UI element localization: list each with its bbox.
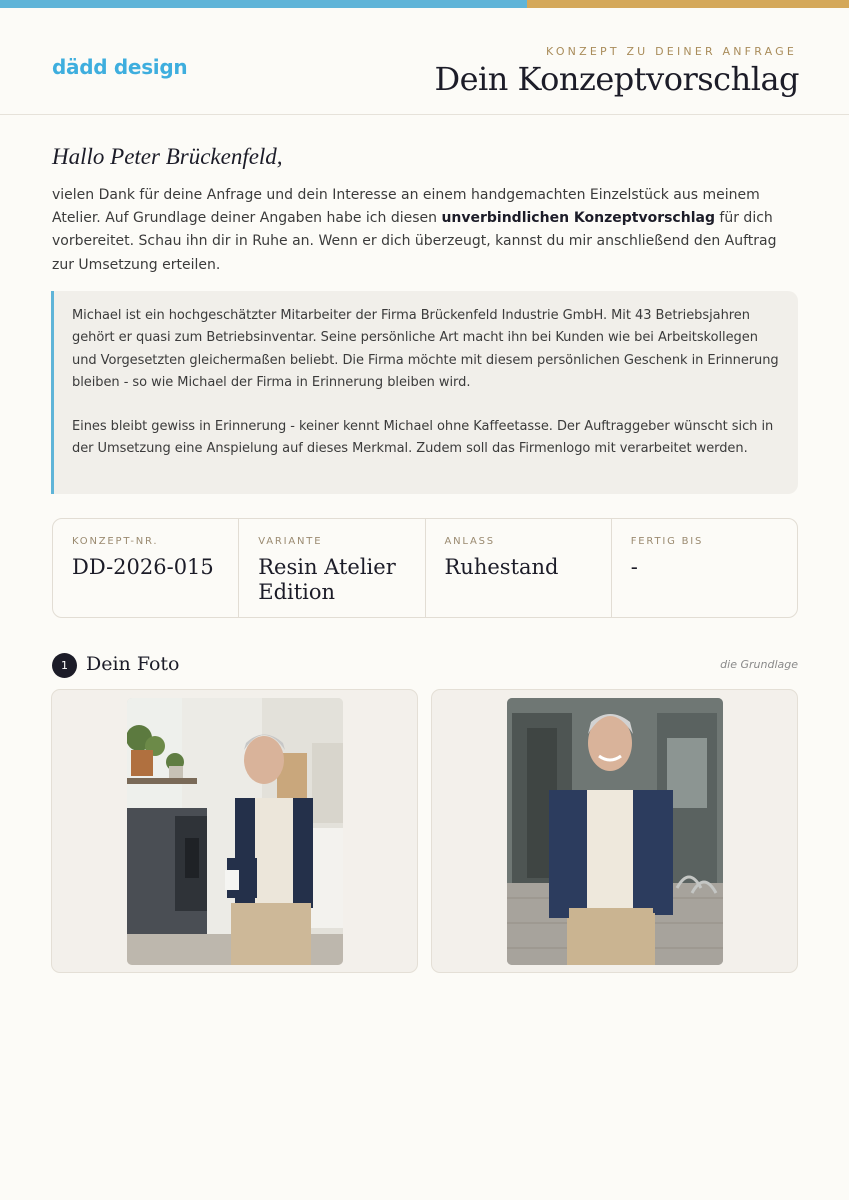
photo-card-office	[51, 689, 418, 973]
top-accent-bar	[0, 0, 849, 8]
concept-meta-grid	[52, 518, 798, 618]
intro-text-end: für dich vorbereitet. Schau ihn dir in Ruhe an. Wenn er dich überzeugt, kannst du mir anschließend den Auftrag zur Umsetzung erteilen.	[52, 210, 777, 273]
meta-label: KONZEPT-NR.	[72, 536, 159, 547]
meta-due-date	[612, 519, 797, 617]
intro-paragraph	[52, 184, 802, 277]
meta-value: Ruhestand	[444, 555, 559, 579]
meta-concept-number	[53, 519, 239, 617]
photo-card-outdoor	[431, 689, 798, 973]
section-photo-header	[52, 652, 798, 680]
header-eyebrow: KONZEPT ZU DEINER ANFRAGE	[546, 45, 797, 58]
section-title: Dein Foto	[86, 653, 180, 675]
meta-label: FERTIG BIS	[630, 536, 704, 547]
photo-outdoor-illustration	[507, 698, 723, 965]
top-accent-blue	[0, 0, 527, 8]
photo-office-illustration	[127, 698, 343, 965]
meta-value: Resin Atelier Edition	[258, 555, 396, 604]
meta-occasion	[426, 519, 612, 617]
top-accent-gold	[527, 0, 849, 8]
meta-label: ANLASS	[444, 536, 495, 547]
intro-text-bold: unverbindlichen Konzeptvorschlag	[441, 210, 715, 227]
intro-text-start: vielen Dank für deine Anfrage und dein Interesse an einem handgemachten Einzelstück aus meinem Atelier. Auf Grundlage deiner Angaben habe ich diesen	[52, 187, 760, 227]
photo-man-outside	[507, 698, 723, 965]
meta-value: DD-2026-015	[72, 555, 214, 579]
brand-logo-text: dädd design	[52, 55, 188, 79]
meta-label: VARIANTE	[258, 536, 323, 547]
greeting: Hallo Peter Brückenfeld,	[52, 144, 283, 169]
photo-man-with-coffee	[127, 698, 343, 965]
brief-box	[51, 291, 798, 494]
meta-value: -	[630, 555, 638, 579]
brand-logo	[52, 55, 187, 79]
section-number-badge: 1	[52, 653, 77, 678]
page-header	[0, 8, 849, 115]
brief-paragraph-1: Michael ist ein hochgeschätzter Mitarbeiter der Firma Brückenfeld Industrie GmbH. Mit 43 Betriebsjahren gehört er quasi zum Betriebsinventar. Seine persönliche Art macht ihn bei Kunden wie bei Arbeitskollegen und Vorgesetzten gleichermaßen beliebt. Die Firma möchte mit diesem persönlichen Geschenk in Erinnerung bleiben - so wie Michael der Firma in Erinnerung bleiben wird.	[72, 308, 779, 391]
brief-paragraph-2: Eines bleibt gewiss in Erinnerung - keiner kennt Michael ohne Kaffeetasse. Der Auftraggeber wünscht sich in der Umsetzung eine Anspielung auf dieses Merkmal. Zudem soll das Firmenlogo mit verarbeitet werden.	[72, 418, 774, 457]
section-note: die Grundlage	[720, 658, 798, 671]
meta-variant	[239, 519, 425, 617]
page-title: Dein Konzeptvorschlag	[434, 60, 799, 98]
